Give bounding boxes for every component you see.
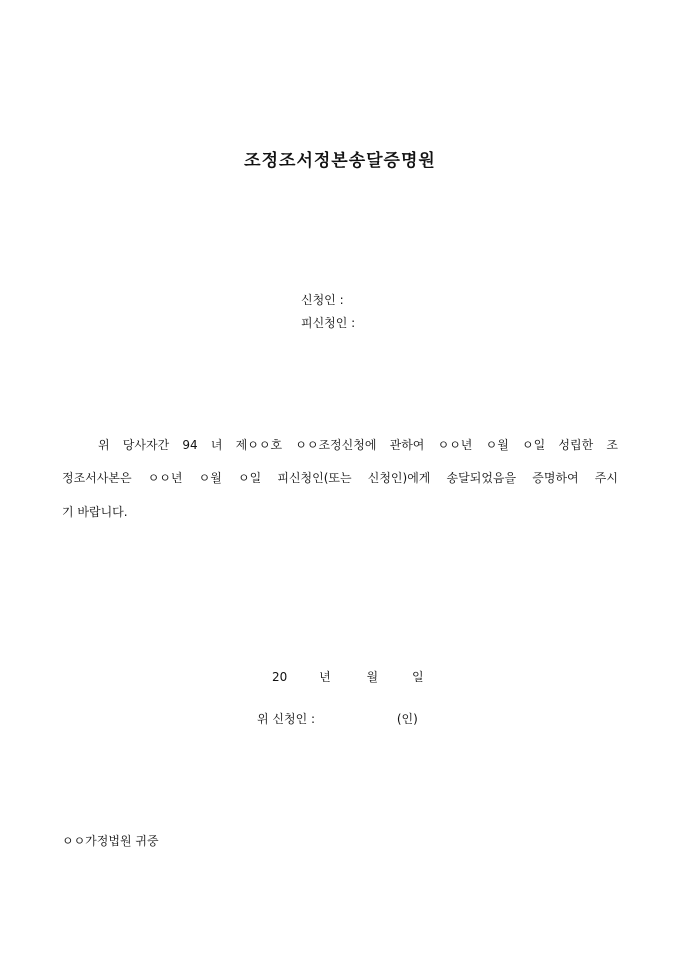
date-year-prefix: 20 [272,670,288,684]
date-day-unit: 일 [411,670,424,684]
date-line [272,668,424,685]
body-paragraph-line-3: 기 바랍니다. [62,505,128,519]
seal-mark: (인) [396,712,418,726]
document-title: 조정조서정본송달증명원 [244,151,436,171]
addressee-court: ㅇㅇ가정법원 귀중 [62,834,159,848]
body-paragraph-line-1: 위 당사자간 94 녀 제ㅇㅇ호 ㅇㅇ조정신청에 관하여 ㅇㅇ년 ㅇ월 ㅇ일 성립한 조 [98,438,618,452]
respondent-label: 피신청인 : [301,316,356,330]
body-paragraph-line-2: 정조서사본은 ㅇㅇ년 ㅇ월 ㅇ일 피신청인(또는 신청인)에게 송달되었음을 증명하여 주시 [62,471,618,485]
signature-line [257,710,418,727]
date-year-unit: 년 [319,670,331,684]
applicant-label: 신청인 : [301,293,344,307]
date-month-unit: 월 [366,670,379,684]
signature-label: 위 신청인 : [257,712,316,726]
